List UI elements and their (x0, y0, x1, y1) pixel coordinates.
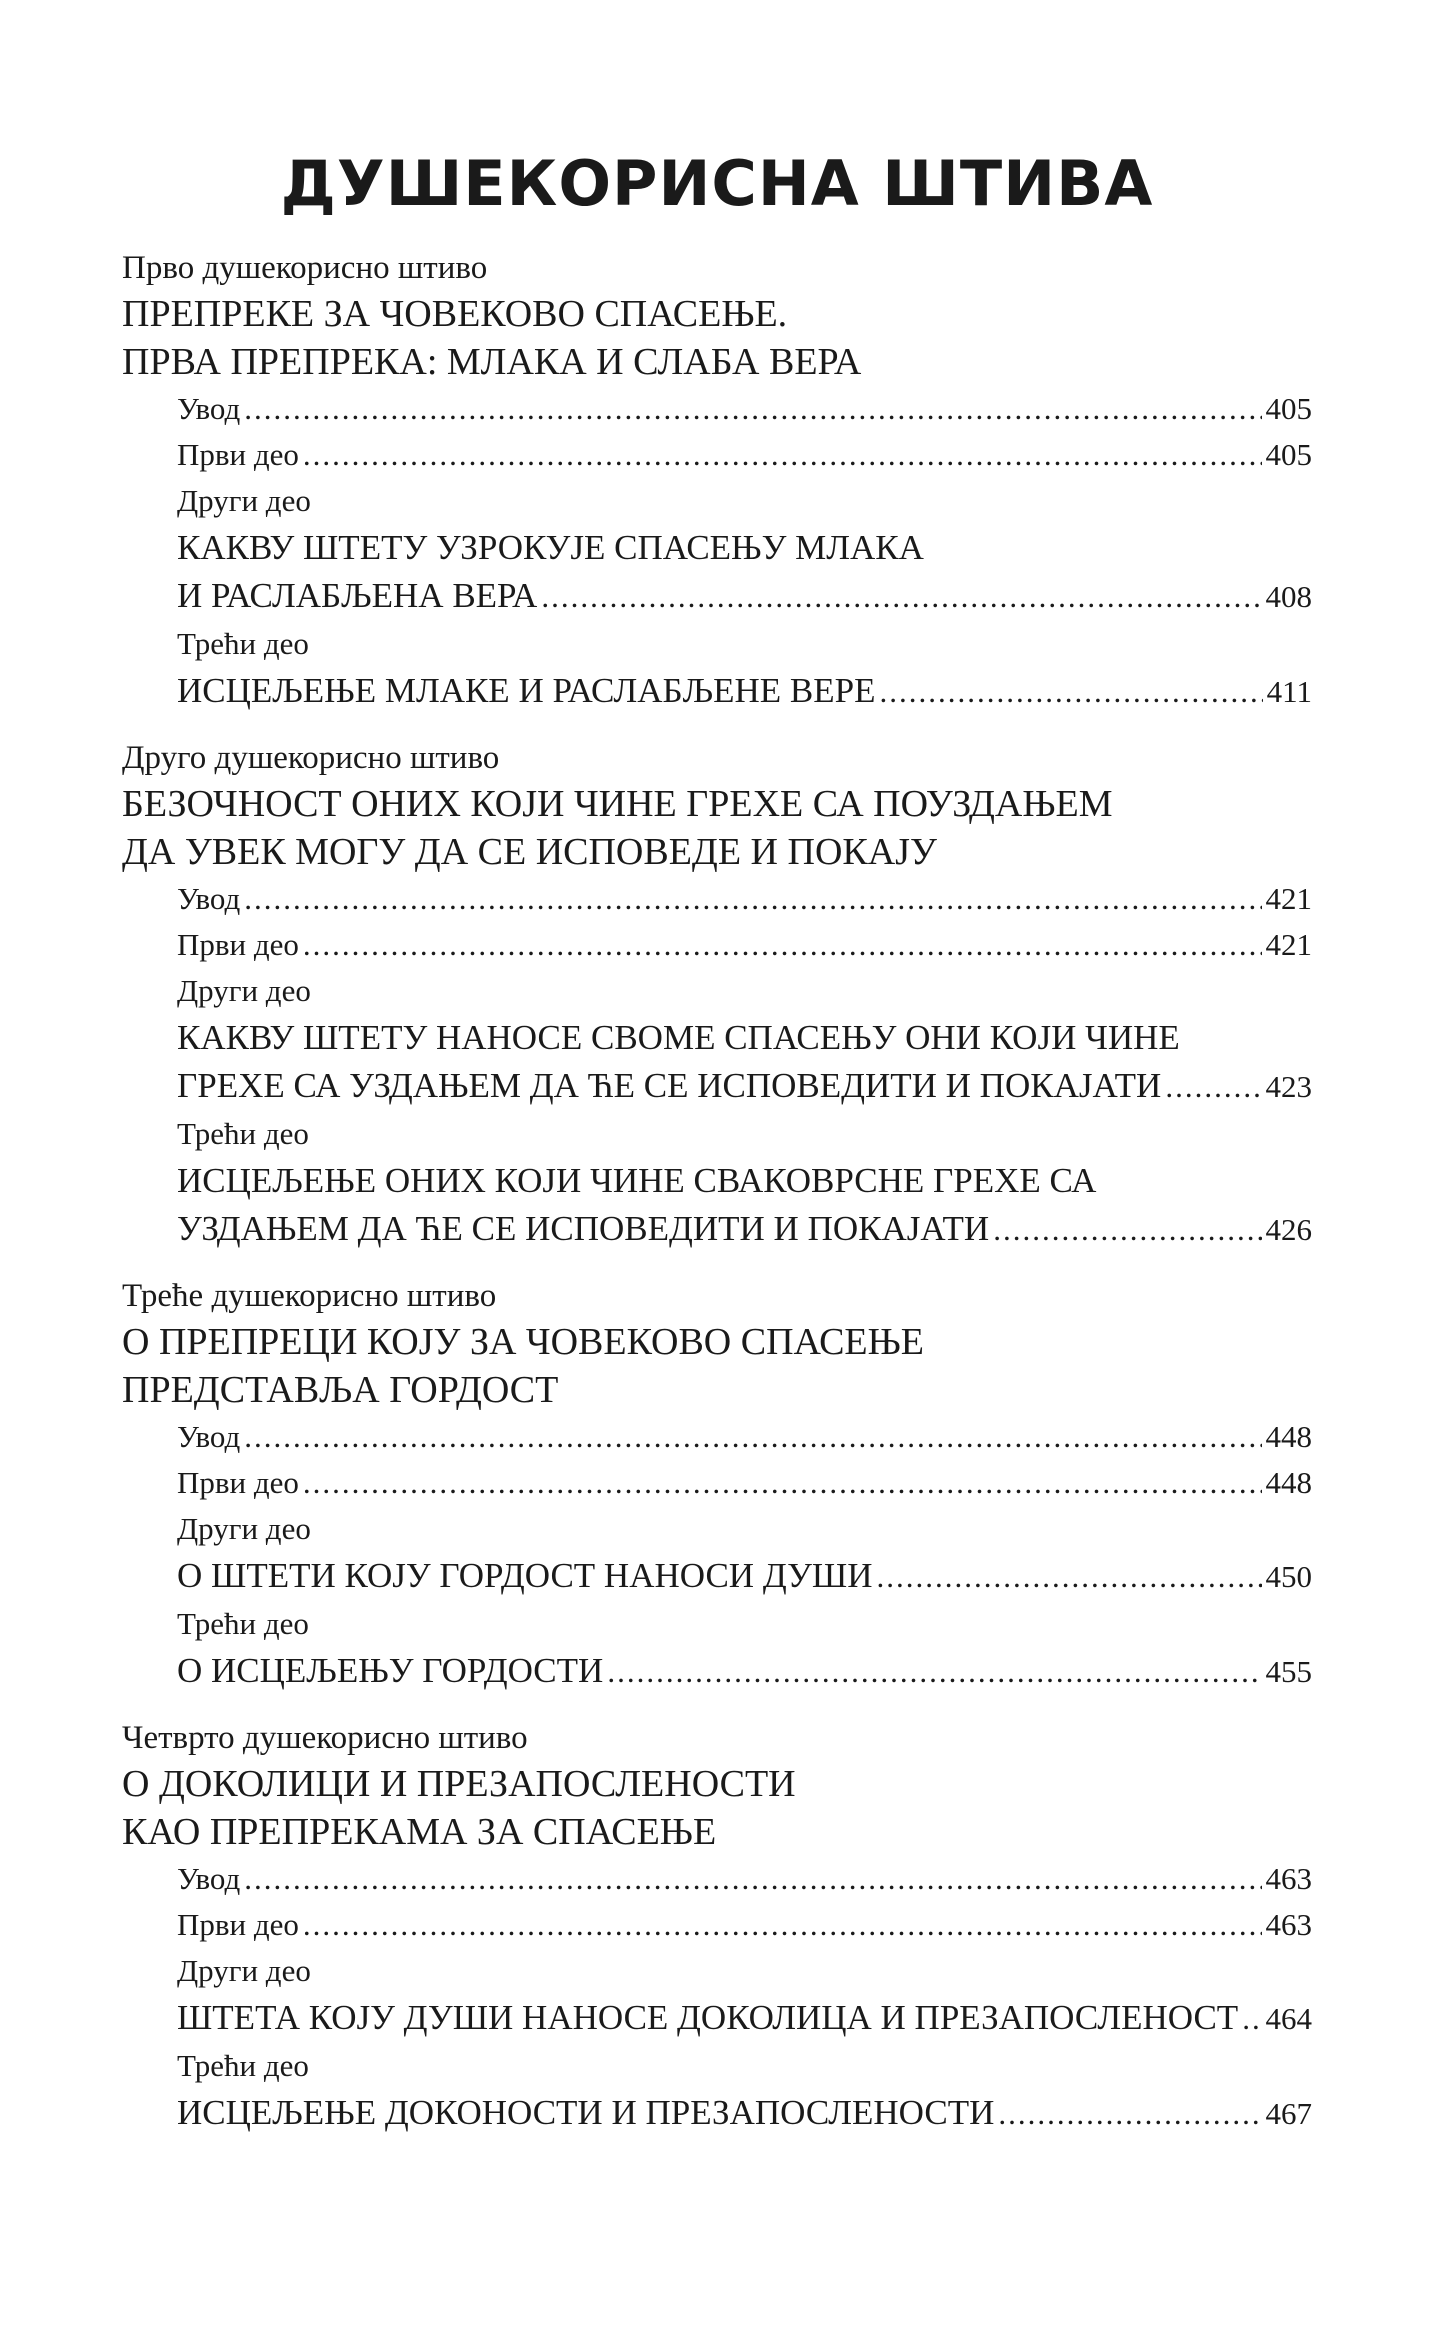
page-number: 421 (1265, 927, 1312, 963)
page-number: 411 (1266, 674, 1312, 710)
dot-leader (998, 2090, 1261, 2138)
toc-entry-label: Увод (177, 391, 241, 427)
page-number: 455 (1265, 1654, 1312, 1690)
page-number: 463 (1265, 1907, 1312, 1943)
toc-entries (122, 1414, 1312, 1696)
toc-entry-part-1[interactable] (177, 1902, 1312, 1948)
dot-leader (993, 1206, 1261, 1254)
toc-entry-part-1[interactable] (177, 1460, 1312, 1506)
dot-leader (879, 668, 1262, 716)
toc-entry-label: Први део (177, 1465, 299, 1501)
toc-entry-label: Први део (177, 1907, 299, 1943)
toc-entry-label: Увод (177, 1861, 241, 1897)
page-title: ДУШЕКОРИСНА ШТИВА (280, 147, 1154, 220)
toc-entries (122, 876, 1312, 1254)
part-title-line: КАКВУ ШТЕТУ УЗРОКУЈЕ СПАСЕЊУ МЛАКА (177, 528, 924, 568)
dot-leader (1242, 1995, 1261, 2043)
section-label: Треће душекорисно штиво (122, 1278, 497, 1315)
part-label: Други део (177, 973, 311, 1009)
toc-entries (122, 1856, 1312, 2138)
section-heading-line: КАО ПРЕПРЕКАМА ЗА СПАСЕЊЕ (122, 1811, 717, 1854)
toc-entry-label: И РАСЛАБЉЕНА ВЕРА (177, 576, 538, 616)
toc-entry-part3[interactable] (177, 2089, 1312, 2138)
dot-leader (244, 876, 1261, 922)
dot-leader (303, 1460, 1262, 1506)
toc-entries (122, 386, 1312, 716)
part-title-line: ИСЦЕЉЕЊЕ ОНИХ КОЈИ ЧИНЕ СВАКОВРСНЕ ГРЕХЕ СА (177, 1161, 1097, 1201)
dot-leader (303, 432, 1262, 478)
toc-entry-part2[interactable] (177, 1994, 1312, 2043)
page-number: 448 (1265, 1465, 1312, 1501)
toc-entry-part2[interactable] (177, 572, 1312, 621)
section-heading-line: О ПРЕПРЕЦИ КОЈУ ЗА ЧОВЕКОВО СПАСЕЊЕ (122, 1321, 924, 1364)
page-number: 408 (1265, 579, 1312, 615)
toc-entry-label: ИСЦЕЉЕЊЕ МЛАКЕ И РАСЛАБЉЕНЕ ВЕРЕ (177, 671, 876, 711)
page-number: 423 (1265, 1069, 1312, 1105)
section-heading-line: ПРЕДСТАВЉА ГОРДОСТ (122, 1369, 559, 1412)
toc-section (122, 1716, 1312, 2138)
toc-entry-label: Увод (177, 1419, 241, 1455)
page-number: 405 (1265, 391, 1312, 427)
section-heading-line: БЕЗОЧНОСТ ОНИХ КОЈИ ЧИНЕ ГРЕХЕ СА ПОУЗДАЊЕМ (122, 783, 1113, 826)
toc-entry-part-1[interactable] (177, 432, 1312, 478)
page-number: 464 (1265, 2001, 1312, 2037)
section-heading-line: ДА УВЕК МОГУ ДА СЕ ИСПОВЕДЕ И ПОКАЈУ (122, 831, 937, 874)
section-label: Прво душекорисно штиво (122, 250, 488, 287)
toc-entry-label: Први део (177, 927, 299, 963)
toc-section (122, 1274, 1312, 1696)
section-label: Друго душекорисно штиво (122, 740, 500, 777)
dot-leader (303, 922, 1262, 968)
dot-leader (607, 1648, 1261, 1696)
part-label: Трећи део (177, 2048, 309, 2084)
toc-entry-intro[interactable] (177, 876, 1312, 922)
dot-leader (244, 1856, 1261, 1902)
page-number: 467 (1265, 2096, 1312, 2132)
toc-entry-label: УЗДАЊЕМ ДА ЋЕ СЕ ИСПОВЕДИТИ И ПОКАЈАТИ (177, 1209, 990, 1249)
toc-entry-intro[interactable] (177, 1414, 1312, 1460)
section-heading-line: ПРВА ПРЕПРЕКА: МЛАКА И СЛАБА ВЕРА (122, 341, 862, 384)
toc-entry-label: Први део (177, 437, 299, 473)
toc-entry-part3[interactable] (177, 1205, 1312, 1254)
toc-entry-part3[interactable] (177, 667, 1312, 716)
dot-leader (877, 1553, 1262, 1601)
toc-section (122, 246, 1312, 716)
section-label: Четврто душекорисно штиво (122, 1720, 528, 1757)
toc-entry-label: ШТЕТА КОЈУ ДУШИ НАНОСЕ ДОКОЛИЦА И ПРЕЗАПОСЛЕНОСТ (177, 1998, 1239, 2038)
toc-entry-label: ИСЦЕЉЕЊЕ ДОКОНОСТИ И ПРЕЗАПОСЛЕНОСТИ (177, 2093, 995, 2133)
section-heading-line: О ДОКОЛИЦИ И ПРЕЗАПОСЛЕНОСТИ (122, 1763, 796, 1806)
dot-leader (244, 386, 1261, 432)
toc-section (122, 736, 1312, 1254)
part-label: Други део (177, 1953, 311, 1989)
dot-leader (1165, 1063, 1261, 1111)
toc-entry-intro[interactable] (177, 1856, 1312, 1902)
toc-entry-label: Увод (177, 881, 241, 917)
page-number: 421 (1265, 881, 1312, 917)
toc-entry-label: О ИСЦЕЉЕЊУ ГОРДОСТИ (177, 1651, 604, 1691)
section-heading-line: ПРЕПРЕКЕ ЗА ЧОВЕКОВО СПАСЕЊЕ. (122, 293, 788, 336)
part-label: Трећи део (177, 626, 309, 662)
toc-entry-label: О ШТЕТИ КОЈУ ГОРДОСТ НАНОСИ ДУШИ (177, 1556, 873, 1596)
part-label: Трећи део (177, 1116, 309, 1152)
toc-entry-label: ГРЕХЕ СА УЗДАЊЕМ ДА ЋЕ СЕ ИСПОВЕДИТИ И ПОКАЈАТИ (177, 1066, 1162, 1106)
toc-sections (122, 246, 1312, 2138)
page-number: 463 (1265, 1861, 1312, 1897)
dot-leader (244, 1414, 1261, 1460)
page-number: 450 (1265, 1559, 1312, 1595)
table-of-contents-page (122, 147, 1312, 2158)
toc-entry-part-1[interactable] (177, 922, 1312, 968)
toc-entry-part2[interactable] (177, 1552, 1312, 1601)
part-label: Други део (177, 1511, 311, 1547)
part-label: Други део (177, 483, 311, 519)
dot-leader (303, 1902, 1262, 1948)
dot-leader (541, 573, 1261, 621)
part-label: Трећи део (177, 1606, 309, 1642)
page-number: 405 (1265, 437, 1312, 473)
part-title-line: КАКВУ ШТЕТУ НАНОСЕ СВОМЕ СПАСЕЊУ ОНИ КОЈИ ЧИНЕ (177, 1018, 1180, 1058)
toc-entry-part3[interactable] (177, 1647, 1312, 1696)
page-number: 448 (1265, 1419, 1312, 1455)
toc-entry-part2[interactable] (177, 1062, 1312, 1111)
toc-entry-intro[interactable] (177, 386, 1312, 432)
page-number: 426 (1265, 1212, 1312, 1248)
